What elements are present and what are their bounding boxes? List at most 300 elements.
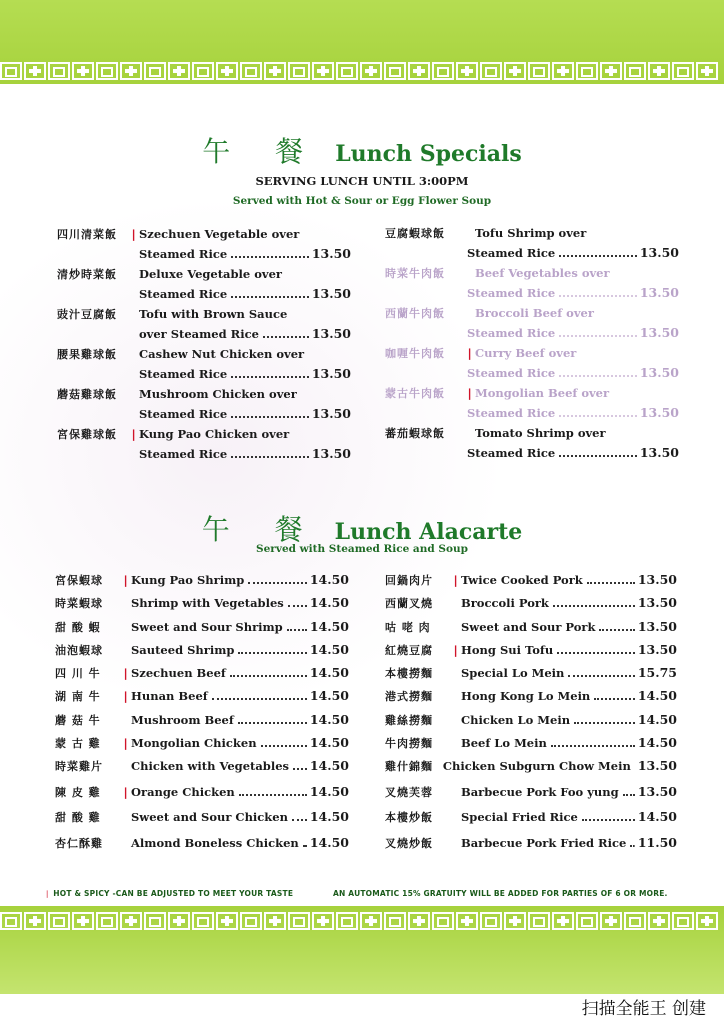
dot-leader (239, 794, 307, 796)
menu-item-price: 14.50 (637, 735, 677, 751)
menu-item-chinese-name: 清炒時菜飯 (57, 268, 117, 281)
spicy-note-text: HOT & SPICY -CAN BE ADJUSTED TO MEET YOUR TASTE (53, 889, 294, 898)
menu-item-name: Shrimp with Vegetables (131, 596, 284, 611)
menu-item-line (55, 835, 349, 861)
menu-item-chinese-name: 西蘭叉燒 (385, 597, 433, 611)
spiral-tile-icon (144, 912, 166, 930)
menu-item-line (385, 305, 679, 325)
cross-tile-icon (696, 912, 718, 930)
cross-tile-icon (360, 912, 382, 930)
chili-pepper-icon: ❘ (44, 889, 51, 898)
menu-item-line (385, 265, 679, 285)
spiral-tile-icon (432, 62, 454, 80)
menu-item-name-cont: Steamed Rice (467, 286, 556, 300)
menu-item-name: Special Fried Rice (461, 810, 578, 825)
dot-leader (582, 819, 635, 821)
menu-item-name: Almond Boneless Chicken (131, 835, 299, 850)
menu-item-line (57, 346, 351, 366)
menu-item-line (385, 325, 679, 345)
dot-leader (288, 605, 307, 607)
menu-item-line (57, 426, 351, 446)
spiral-tile-icon (672, 62, 694, 80)
dot-leader (559, 255, 637, 257)
menu-item (385, 809, 677, 835)
menu-item (385, 712, 677, 735)
menu-item-chinese-name: 蒙 古 雞 (55, 737, 101, 751)
menu-item-price: 13.50 (637, 595, 677, 611)
menu-item-name: Chicken Lo Mein (461, 712, 571, 727)
menu-item-chinese-name: 港式撈麵 (385, 690, 433, 704)
menu-item-name: Chicken Subgurn Chow Mein (442, 759, 631, 774)
menu-item-chinese-name: 宮保蝦球 (55, 574, 103, 587)
menu-item (385, 835, 677, 861)
menu-item-name: Twice Cooked Pork (461, 573, 583, 587)
alacarte-title-cn: 午 餐 (201, 513, 321, 546)
menu-item (385, 572, 677, 595)
menu-item-line (385, 285, 679, 305)
menu-item-price: 11.50 (637, 834, 677, 850)
menu-item (385, 265, 679, 305)
spiral-tile-icon (672, 912, 694, 930)
menu-item-line (385, 405, 679, 425)
menu-item-price: 13.50 (637, 618, 677, 634)
menu-item-price: 14.50 (309, 595, 349, 611)
cross-tile-icon (408, 912, 430, 930)
menu-item-chinese-name: 四 川 牛 (55, 667, 101, 681)
menu-item (55, 835, 349, 861)
menu-item-price: 14.50 (309, 641, 349, 657)
menu-item-chinese-name: 蕃茄蝦球飯 (385, 427, 445, 440)
menu-item (55, 595, 349, 618)
dot-leader (212, 698, 307, 700)
menu-item-price: 13.50 (639, 365, 679, 380)
menu-item-name: Barbecue Pork Fried Rice (461, 835, 627, 850)
menu-item-line (385, 712, 677, 735)
menu-item-price: 13.50 (637, 641, 677, 657)
dot-leader (559, 335, 637, 337)
menu-item (385, 385, 679, 425)
cross-tile-icon (264, 62, 286, 80)
dot-leader (261, 745, 307, 747)
menu-item-name: Kung Pao Shrimp (131, 573, 245, 587)
cross-tile-icon (648, 62, 670, 80)
menu-item-name: Kung Pao Chicken over (139, 427, 290, 441)
menu-item (385, 735, 677, 758)
menu-item-line (55, 665, 349, 688)
spiral-tile-icon (240, 62, 262, 80)
chili-pepper-icon: ❘ (451, 643, 461, 657)
menu-item-chinese-name: 西蘭牛肉飯 (385, 307, 445, 320)
spiral-tile-icon (480, 62, 502, 80)
menu-item-chinese-name: 甜 酸 雞 (55, 811, 101, 825)
menu-item (57, 226, 351, 266)
menu-item-name-cont: Steamed Rice (467, 246, 556, 260)
menu-item-line (385, 245, 679, 265)
spiral-tile-icon (0, 62, 22, 80)
menu-item-line (55, 595, 349, 618)
menu-item-line (57, 366, 351, 386)
menu-item-chinese-name: 叉燒芙蓉 (385, 785, 433, 799)
menu-item (57, 346, 351, 386)
cross-tile-icon (600, 62, 622, 80)
specials-title-en: Lunch Specials (335, 141, 522, 167)
menu-item-chinese-name: 豉汁豆腐飯 (57, 308, 117, 321)
menu-item-line (385, 619, 677, 642)
menu-item-price: 14.50 (637, 688, 677, 704)
specials-title-cn: 午 餐 (202, 135, 322, 168)
menu-item-chinese-name: 豆腐蝦球飯 (385, 227, 445, 240)
menu-item (55, 758, 349, 784)
spiral-tile-icon (48, 62, 70, 80)
menu-item (385, 758, 677, 784)
menu-item-line (385, 445, 679, 465)
menu-item-chinese-name: 腰果雞球飯 (57, 348, 117, 361)
menu-item (55, 665, 349, 688)
menu-item (57, 426, 351, 466)
specials-right-column (385, 225, 679, 465)
menu-item-price: 14.50 (309, 758, 349, 774)
menu-item (385, 225, 679, 265)
dot-leader (557, 652, 635, 654)
menu-item (385, 345, 679, 385)
menu-item (385, 784, 677, 810)
menu-item-name: Tofu Shrimp over (475, 226, 587, 240)
dot-leader (623, 794, 635, 796)
specials-soup-note: Served with Hot & Sour or Egg Flower Soup (232, 195, 492, 207)
dot-leader (559, 455, 637, 457)
spiral-tile-icon (48, 912, 70, 930)
menu-item-price: 14.50 (309, 783, 349, 799)
dot-leader (230, 675, 307, 677)
menu-item-name: Beef Vegetables over (475, 266, 610, 280)
menu-item-price: 14.50 (637, 809, 677, 825)
dot-leader (587, 582, 635, 584)
dot-leader (559, 295, 637, 297)
menu-item-price: 13.50 (637, 758, 677, 774)
menu-item-price: 14.50 (309, 735, 349, 751)
menu-item-line (57, 226, 351, 246)
cross-tile-icon (120, 912, 142, 930)
menu-item-name: Orange Chicken (131, 784, 235, 799)
menu-item-price: 13.50 (311, 286, 351, 301)
gratuity-note: AN AUTOMATIC 15% GRATUITY WILL BE ADDED FOR PARTIES OF 6 OR MORE. (333, 889, 668, 898)
alacarte-right-column (385, 572, 677, 860)
menu-item (55, 809, 349, 835)
dot-leader (292, 819, 307, 821)
spiral-tile-icon (96, 62, 118, 80)
menu-item-price: 13.50 (311, 406, 351, 421)
dot-leader (287, 629, 307, 631)
menu-item-line (57, 266, 351, 286)
chili-pepper-icon: ❘ (465, 387, 475, 400)
menu-item-name: Sweet and Sour Pork (461, 619, 596, 634)
menu-item (55, 572, 349, 595)
spiral-tile-icon (288, 912, 310, 930)
menu-item-name: Curry Beef over (475, 346, 577, 360)
menu-item-line (385, 365, 679, 385)
menu-item-line (385, 665, 677, 688)
cross-tile-icon (360, 62, 382, 80)
menu-item-line (57, 406, 351, 426)
menu-item-line (57, 446, 351, 466)
menu-item-name: Chicken with Vegetables (131, 759, 289, 774)
spiral-tile-icon (240, 912, 262, 930)
menu-item-price: 14.50 (309, 572, 349, 587)
menu-item-chinese-name: 時菜牛肉飯 (385, 267, 445, 280)
menu-item-line (385, 784, 677, 810)
cross-tile-icon (312, 62, 334, 80)
dot-leader (231, 416, 309, 418)
menu-item-chinese-name: 蘑菇雞球飯 (57, 388, 117, 401)
cross-tile-icon (456, 912, 478, 930)
menu-item-chinese-name: 陳 皮 雞 (55, 785, 101, 799)
spiral-tile-icon (528, 912, 550, 930)
menu-item-name: Szechuen Vegetable over (139, 227, 300, 241)
menu-item-price: 15.75 (637, 665, 677, 681)
spiral-tile-icon (384, 912, 406, 930)
menu-item-price: 13.50 (639, 325, 679, 340)
menu-item-line (385, 595, 677, 618)
spiral-tile-icon (576, 912, 598, 930)
menu-item-price: 14.50 (309, 618, 349, 634)
cross-tile-icon (120, 62, 142, 80)
cross-tile-icon (264, 912, 286, 930)
cross-tile-icon (72, 912, 94, 930)
menu-item-line (57, 246, 351, 266)
menu-item-line (55, 809, 349, 835)
menu-item-name: Deluxe Vegetable over (139, 267, 282, 281)
menu-item-name-cont: Steamed Rice (139, 247, 228, 261)
cross-tile-icon (408, 62, 430, 80)
serving-hours: SERVING LUNCH UNTIL 3:00PM (255, 174, 469, 188)
menu-item-line (385, 735, 677, 758)
chili-pepper-icon: ❘ (121, 737, 131, 751)
spiral-tile-icon (336, 912, 358, 930)
cross-tile-icon (600, 912, 622, 930)
menu-item-price: 14.50 (637, 711, 677, 727)
dot-leader (559, 415, 637, 417)
menu-item (385, 305, 679, 345)
chili-pepper-icon: ❘ (121, 785, 131, 799)
menu-item-name: Sauteed Shrimp (131, 642, 235, 657)
dot-leader (231, 256, 309, 258)
dot-leader (553, 605, 635, 607)
menu-item-chinese-name: 咕 咾 肉 (385, 620, 431, 634)
spiral-tile-icon (0, 912, 22, 930)
dot-leader (231, 376, 309, 378)
menu-item-line (55, 784, 349, 810)
watermark: 扫描全能王 创建 (581, 999, 706, 1019)
menu-item-line (385, 688, 677, 711)
menu-item (385, 642, 677, 665)
menu-item-price: 13.50 (311, 366, 351, 381)
menu-item-name-cont: Steamed Rice (139, 287, 228, 301)
menu-item-chinese-name: 時菜雞片 (55, 760, 103, 774)
menu-item-price: 13.50 (311, 246, 351, 261)
menu-item-chinese-name: 本樓撈麵 (385, 667, 433, 681)
dot-leader (293, 768, 307, 770)
chili-pepper-icon: ❘ (129, 428, 139, 441)
cross-tile-icon (168, 62, 190, 80)
menu-item (55, 784, 349, 810)
menu-item-price: 14.50 (309, 688, 349, 704)
menu-item-name: Szechuen Beef (131, 666, 226, 681)
menu-item-line (385, 385, 679, 405)
dot-leader (231, 456, 309, 458)
spiral-tile-icon (624, 62, 646, 80)
cross-tile-icon (648, 912, 670, 930)
menu-item-chinese-name: 本樓炒飯 (385, 811, 433, 825)
menu-item-name-cont: Steamed Rice (139, 447, 228, 461)
menu-item-line (57, 306, 351, 326)
bottom-border-pattern (0, 910, 724, 932)
menu-item-line (55, 735, 349, 758)
menu-item-name: Hong Sui Tofu (461, 642, 554, 657)
spiral-tile-icon (576, 62, 598, 80)
spiral-tile-icon (192, 912, 214, 930)
spiral-tile-icon (624, 912, 646, 930)
menu-item (385, 425, 679, 465)
menu-item-price: 13.50 (639, 285, 679, 300)
alacarte-sub-note: Served with Steamed Rice and Soup (256, 543, 468, 555)
menu-item-line (385, 425, 679, 445)
spiral-tile-icon (192, 62, 214, 80)
menu-item-line (385, 809, 677, 835)
menu-item-price: 13.50 (639, 405, 679, 420)
spiral-tile-icon (336, 62, 358, 80)
cross-tile-icon (216, 62, 238, 80)
menu-item-chinese-name: 回鍋肉片 (385, 574, 433, 587)
dot-leader (630, 845, 635, 847)
menu-item-price: 14.50 (309, 711, 349, 727)
menu-item-name: Mushroom Chicken over (139, 387, 297, 401)
menu-item-name: Broccoli Pork (461, 596, 549, 611)
menu-item-name: Broccoli Beef over (475, 306, 594, 320)
menu-item-chinese-name: 甜 酸 蝦 (55, 620, 101, 634)
menu-item-line (57, 326, 351, 346)
menu-item-name-cont: Steamed Rice (467, 366, 556, 380)
menu-item-price: 13.50 (639, 245, 679, 260)
menu-item-chinese-name: 湖 南 牛 (55, 690, 101, 704)
dot-leader (231, 296, 309, 298)
cross-tile-icon (24, 912, 46, 930)
menu-item-line (385, 225, 679, 245)
menu-item-price: 14.50 (309, 809, 349, 825)
chili-pepper-icon: ❘ (465, 347, 475, 360)
chili-pepper-icon: ❘ (121, 574, 131, 587)
chili-pepper-icon: ❘ (121, 667, 131, 681)
cross-tile-icon (696, 62, 718, 80)
menu-item-line (55, 712, 349, 735)
menu-item-line (385, 345, 679, 365)
menu-item (57, 386, 351, 426)
menu-item (385, 665, 677, 688)
menu-item-price: 13.50 (639, 445, 679, 460)
cross-tile-icon (552, 912, 574, 930)
cross-tile-icon (72, 62, 94, 80)
spiral-tile-icon (288, 62, 310, 80)
menu-item-line (55, 572, 349, 595)
menu-item-chinese-name: 宮保雞球飯 (57, 428, 117, 441)
menu-item-line (55, 619, 349, 642)
menu-item-chinese-name: 時菜蝦球 (55, 597, 103, 611)
menu-item-line (55, 688, 349, 711)
menu-item-name: Special Lo Mein (461, 666, 565, 681)
menu-item-name: Sweet and Sour Shrimp (131, 619, 283, 634)
menu-item-chinese-name: 咖喱牛肉飯 (385, 347, 445, 360)
cross-tile-icon (504, 62, 526, 80)
menu-item (55, 735, 349, 758)
menu-item (57, 266, 351, 306)
menu-item-chinese-name: 雞絲撈麵 (385, 713, 433, 727)
dot-leader (594, 698, 635, 700)
dot-leader (303, 845, 307, 847)
menu-item-line (385, 572, 677, 595)
menu-item (55, 619, 349, 642)
menu-item-name: Tofu with Brown Sauce (139, 307, 288, 321)
cross-tile-icon (168, 912, 190, 930)
menu-item-name-cont: Steamed Rice (139, 407, 228, 421)
menu-item (385, 595, 677, 618)
menu-item-name: Hunan Beef (131, 689, 208, 704)
cross-tile-icon (504, 912, 526, 930)
menu-item-name-cont: Steamed Rice (467, 326, 556, 340)
menu-item-name: Sweet and Sour Chicken (131, 810, 288, 825)
spiral-tile-icon (480, 912, 502, 930)
menu-item-line (385, 642, 677, 665)
menu-item-chinese-name: 四川清菜飯 (57, 228, 117, 241)
cross-tile-icon (552, 62, 574, 80)
menu-item (55, 688, 349, 711)
dot-leader (599, 629, 634, 631)
alacarte-left-column (55, 572, 349, 860)
menu-item-name: Beef Lo Mein (461, 736, 547, 751)
dot-leader (574, 722, 635, 724)
menu-item-price: 13.50 (637, 783, 677, 799)
menu-item-line (385, 758, 677, 784)
spiral-tile-icon (432, 912, 454, 930)
menu-item-chinese-name: 牛肉撈麵 (385, 737, 433, 751)
menu-item-name: Tomato Shrimp over (475, 426, 606, 440)
chili-pepper-icon: ❘ (129, 228, 139, 241)
menu-item-price: 13.50 (311, 326, 351, 341)
menu-item-price: 14.50 (309, 834, 349, 850)
menu-item-name-cont: Steamed Rice (467, 406, 556, 420)
dot-leader (248, 582, 307, 584)
spicy-note (44, 889, 293, 898)
cross-tile-icon (24, 62, 46, 80)
cross-tile-icon (312, 912, 334, 930)
menu-item (55, 642, 349, 665)
menu-item-chinese-name: 油泡蝦球 (55, 643, 103, 657)
specials-left-column (57, 226, 351, 466)
menu-item-line (385, 835, 677, 861)
menu-item (385, 688, 677, 711)
dot-leader (568, 675, 634, 677)
chili-pepper-icon: ❘ (451, 574, 461, 587)
dot-leader (559, 375, 637, 377)
spiral-tile-icon (96, 912, 118, 930)
menu-item-chinese-name: 叉燒炒飯 (385, 836, 433, 850)
alacarte-title-en: Lunch Alacarte (334, 519, 523, 545)
spiral-tile-icon (384, 62, 406, 80)
menu-item-name: Mongolian Beef over (475, 386, 610, 400)
top-border-pattern (0, 60, 724, 82)
menu-item-name: Cashew Nut Chicken over (139, 347, 305, 361)
menu-item (55, 712, 349, 735)
menu-item-chinese-name: 雞什錦麵 (385, 760, 433, 774)
menu-item-name-cont: Steamed Rice (139, 367, 228, 381)
